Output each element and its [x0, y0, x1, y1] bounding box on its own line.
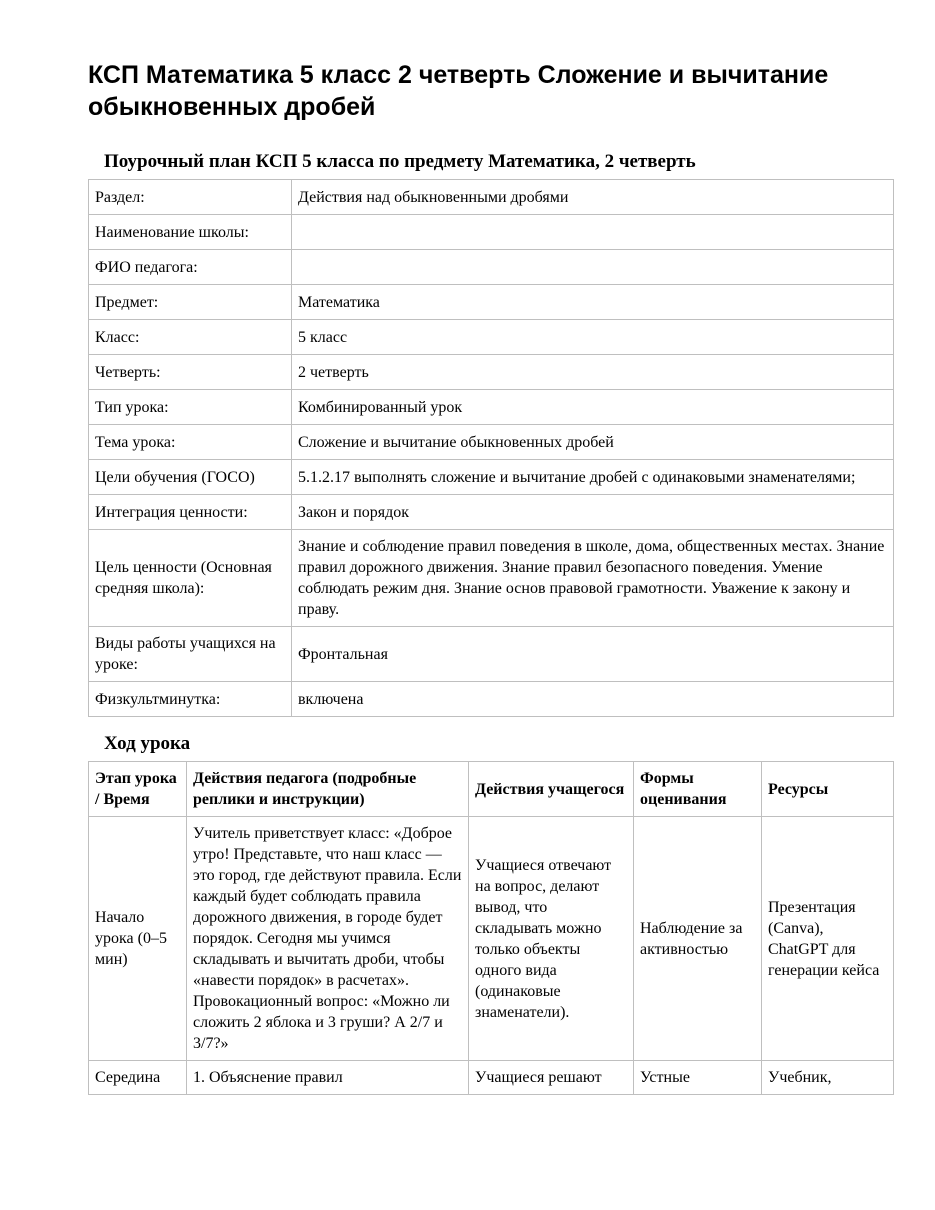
- info-label: ФИО педагога:: [89, 250, 292, 285]
- info-label: Наименование школы:: [89, 215, 292, 250]
- column-header-student-actions: Действия учащегося: [469, 762, 634, 817]
- table-row: [89, 390, 894, 425]
- info-value: Действия над обыкновенными дробями: [292, 180, 894, 215]
- info-value: Комбинированный урок: [292, 390, 894, 425]
- column-header-teacher-actions: Действия педагога (подробные реплики и инструкции): [187, 762, 469, 817]
- info-label: Тип урока:: [89, 390, 292, 425]
- cell-student-actions: Учащиеся отвечают на вопрос, делают вывод, что складывать можно только объекты одного вида (одинаковые знаменатели).: [469, 817, 634, 1061]
- info-value: 5.1.2.17 выполнять сложение и вычитание дробей с одинаковыми знаменателями;: [292, 460, 894, 495]
- column-header-stage: Этап урока / Время: [89, 762, 187, 817]
- cell-resources: Учебник,: [762, 1061, 894, 1095]
- info-label: Раздел:: [89, 180, 292, 215]
- table-row: [89, 285, 894, 320]
- info-label: Предмет:: [89, 285, 292, 320]
- info-table: [88, 179, 894, 717]
- info-value: включена: [292, 682, 894, 717]
- table-row: [89, 355, 894, 390]
- table-row: [89, 250, 894, 285]
- info-value: Закон и порядок: [292, 495, 894, 530]
- cell-stage: Середина: [89, 1061, 187, 1095]
- cell-teacher-actions: 1. Объяснение правил: [187, 1061, 469, 1095]
- lesson-table: [88, 761, 894, 1095]
- info-label: Виды работы учащихся на уроке:: [89, 627, 292, 682]
- document-title: КСП Математика 5 класс 2 четверть Сложение и вычитание обыкновенных дробей: [88, 61, 829, 121]
- table-row: [89, 215, 894, 250]
- info-label: Тема урока:: [89, 425, 292, 460]
- lesson-heading: Ход урока: [104, 733, 191, 754]
- cell-teacher-actions: Учитель приветствует класс: «Доброе утро! Представьте, что наш класс — это город, где действуют правила. Если каждый будет соблюдать правила дорожного движения, в городе будет порядок. Сегодня мы учимся складывать и вычитать дроби, чтобы «навести порядок» в расчетах». Провокационный вопрос: «Можно ли сложить 2 яблока и 3 груши? А 2/7 и 3/7?»: [187, 817, 469, 1061]
- info-label: Цель ценности (Основная средняя школа):: [89, 530, 292, 627]
- table-header-row: [89, 762, 894, 817]
- table-row: [89, 425, 894, 460]
- cell-resources: Презентация (Canva), ChatGPT для генерации кейса: [762, 817, 894, 1061]
- info-value: Математика: [292, 285, 894, 320]
- column-header-assessment: Формы оценивания: [634, 762, 762, 817]
- column-header-resources: Ресурсы: [762, 762, 894, 817]
- table-row: [89, 460, 894, 495]
- cell-student-actions: Учащиеся решают: [469, 1061, 634, 1095]
- info-value: 5 класс: [292, 320, 894, 355]
- info-label: Интеграция ценности:: [89, 495, 292, 530]
- info-label: Цели обучения (ГОСО): [89, 460, 292, 495]
- info-value: [292, 250, 894, 285]
- info-value: Сложение и вычитание обыкновенных дробей: [292, 425, 894, 460]
- plan-heading: Поурочный план КСП 5 класса по предмету Математика, 2 четверть: [104, 151, 696, 172]
- info-label: Физкультминутка:: [89, 682, 292, 717]
- info-label: Класс:: [89, 320, 292, 355]
- table-row: [89, 682, 894, 717]
- table-row: [89, 1061, 894, 1095]
- table-row: [89, 530, 894, 627]
- info-label: Четверть:: [89, 355, 292, 390]
- table-row: [89, 495, 894, 530]
- cell-assessment: Наблюдение за активностью: [634, 817, 762, 1061]
- cell-assessment: Устные: [634, 1061, 762, 1095]
- info-value: 2 четверть: [292, 355, 894, 390]
- info-value: [292, 215, 894, 250]
- table-row: [89, 180, 894, 215]
- info-value: Фронтальная: [292, 627, 894, 682]
- cell-stage: Начало урока (0–5 мин): [89, 817, 187, 1061]
- document-page: [88, 0, 893, 1095]
- table-row: [89, 817, 894, 1061]
- table-row: [89, 627, 894, 682]
- info-value: Знание и соблюдение правил поведения в школе, дома, общественных местах. Знание правил дорожного движения. Знание правил безопасного поведения. Умение соблюдать режим дня. Знание основ правовой грамотности. Уважение к закону и праву.: [292, 530, 894, 627]
- table-row: [89, 320, 894, 355]
